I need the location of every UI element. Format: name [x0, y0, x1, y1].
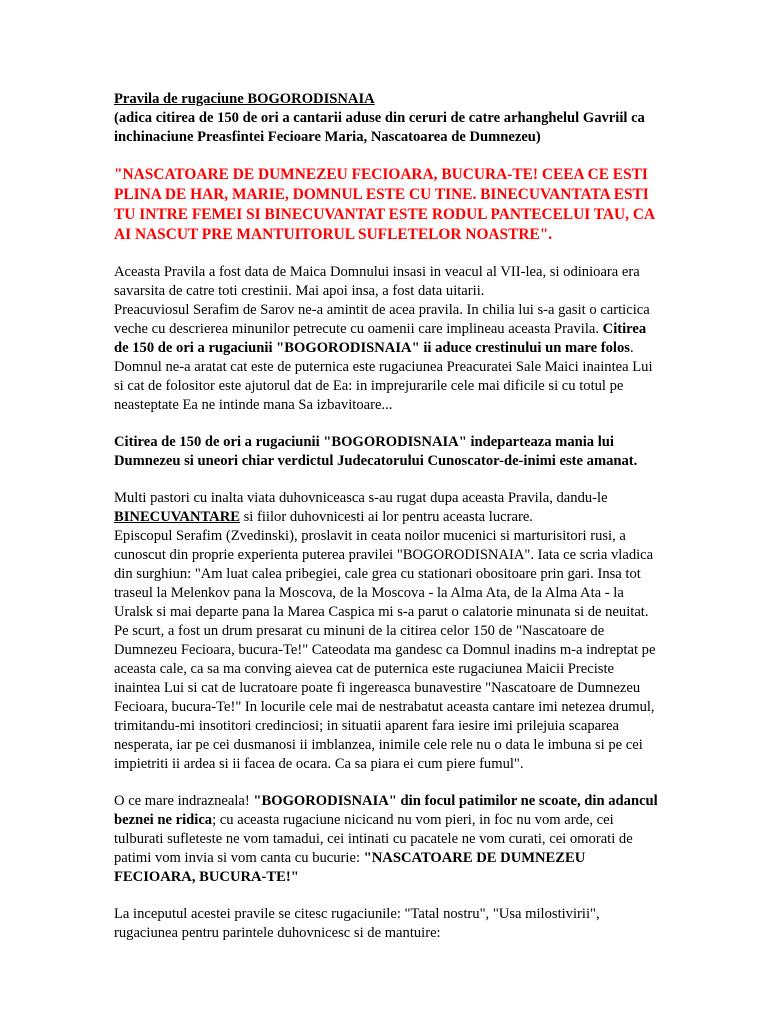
history-bold: Citirea de 150 de ori a rugaciunii "BOGORODISNAIA" ii aduce crestinului un mare folos: [114, 321, 647, 356]
paragraph-beginning: La inceputul acestei pravile se citesc rugaciunile: "Tatal nostru", "Usa milostivirii", rugaciunea pentru parintele duhovnicesc si de mantuire:: [114, 906, 600, 941]
boldness-text-2: ; cu aceasta rugaciune nicicand nu vom pieri, in foc nu vom arde, cei tulburati sufleteste ne vom tamadui, cei intinati cu pacatele ne vom curati, cei omorati de patimi vom invia si vom canta cu bucurie:: [114, 812, 633, 866]
paragraph-boldness: [114, 792, 659, 887]
paragraph-wrath: [114, 433, 659, 471]
boldness-bold-2: "NASCATOARE DE DUMNEZEU FECIOARA, BUCURA-TE!": [114, 850, 586, 885]
history-text-1: Aceasta Pravila a fost data de Maica Domnului insasi in veacul al VII-lea, si odinioara era savarsita de catre toti crestinii. Mai apoi insa, a fost data uitarii.: [114, 264, 640, 299]
history-text-2: Preacuviosul Serafim de Sarov ne-a amintit de acea pravila. In chilia lui s-a gasit o carticica veche cu descrierea minunilor petrecute cu oamenii care implineau aceasta Pravila.: [114, 302, 650, 337]
document-title: Pravila de rugaciune BOGORODISNAIA: [114, 91, 375, 107]
wrath-bold: Citirea de 150 de ori a rugaciunii "BOGORODISNAIA" indeparteaza mania lui Dumnezeu si uneori chiar verdictul Judecatorului Cunoscator-de-inimi este amanat.: [114, 434, 638, 469]
boldness-bold-1: "BOGORODISNAIA" din focul patimilor ne scoate, din adancul beznei ne ridica: [114, 793, 658, 828]
paragraph-pastors: [114, 489, 659, 774]
pastors-text-1: Multi pastori cu inalta viata duhovniceasca s-au rugat dupa aceasta Pravila, dandu-le: [114, 490, 608, 506]
pastors-text-2: si fiilor duhovnicesti ai lor pentru aceasta lucrare.: [239, 509, 533, 525]
hymn-text: "NASCATOARE DE DUMNEZEU FECIOARA, BUCURA-TE! CEEA CE ESTI PLINA DE HAR, MARIE, DOMNUL ESTE CU TINE. BINECUVANTATA ESTI TU INTRE FEMEI SI BINECUVANTAT ESTE RODUL PANTECELUI TAU, CA AI NASCUT PRE MANTUITORUL SUFLETELOR NOASTRE".: [114, 166, 655, 243]
boldness-text-1: O ce mare indrazneala!: [114, 793, 254, 809]
document-page: [114, 90, 659, 961]
bishop-quote: Episcopul Serafim (Zvedinski), proslavit in ceata noilor mucenici si marturisitori rusi, a cunoscut din proprie experienta puterea pravilei "BOGORODISNAIA". Iata ce scria vladica din surghiun: "Am luat calea pribegiei, cale grea cu stationari obositoare prin gari. Insa tot traseul la Melenkov pana la Moscova, de la Moscova - la Alma Ata, de la Alma Ata - la Uralsk si mai departe pana la Marea Caspica mi s-a parut o calatorie minunata si de neuitat. Pe scurt, a fost un drum presarat cu minuni de la citirea celor 150 de "Nascatoare de Dumnezeu Fecioara, bucura-Te!" Cateodata ma gandesc ca Domnul inadins m-a indreptat pe aceasta cale, ca sa ma conving aievea cat de puternica este rugaciunea Maicii Preciste inaintea Lui si cat de lucratoare poate fi ingereasca bunavestire "Nascatoare de Dumnezeu Fecioara, bucura-Te!" In locurile cele mai de nestrabatut aceasta cantare imi netezea drumul, trimitandu-mi insotitori credinciosi; in situatii aparent fara iesire imi prilejuia scaparea nesperata, iar pe cei dusmanosi ii imblanzea, inimile cele rele nu o data le imbuna si pe cei impietriti ii ardea si ii facea de ocara. Ca sa piara ei cum piere fumul".: [114, 528, 656, 772]
document-subtitle: (adica citirea de 150 de ori a cantarii aduse din ceruri de catre arhanghelul Gavriil ca inchinaciune Preasfintei Fecioare Maria, Nascatoarea de Dumnezeu): [114, 110, 645, 145]
history-text-3: . Domnul ne-a aratat cat este de puternica este rugaciunea Preacuratei Sale Maici inaintea Lui si cat de folositor este ajutorul dat de Ea: in imprejurarile cele mai dificile si cu totul pe neasteptate Ea ne intinde mana Sa izbavitoare...: [114, 340, 653, 413]
blessing-underlined: BINECUVANTARE: [114, 509, 240, 525]
paragraph-history: [114, 263, 659, 415]
title-block: [114, 90, 659, 147]
